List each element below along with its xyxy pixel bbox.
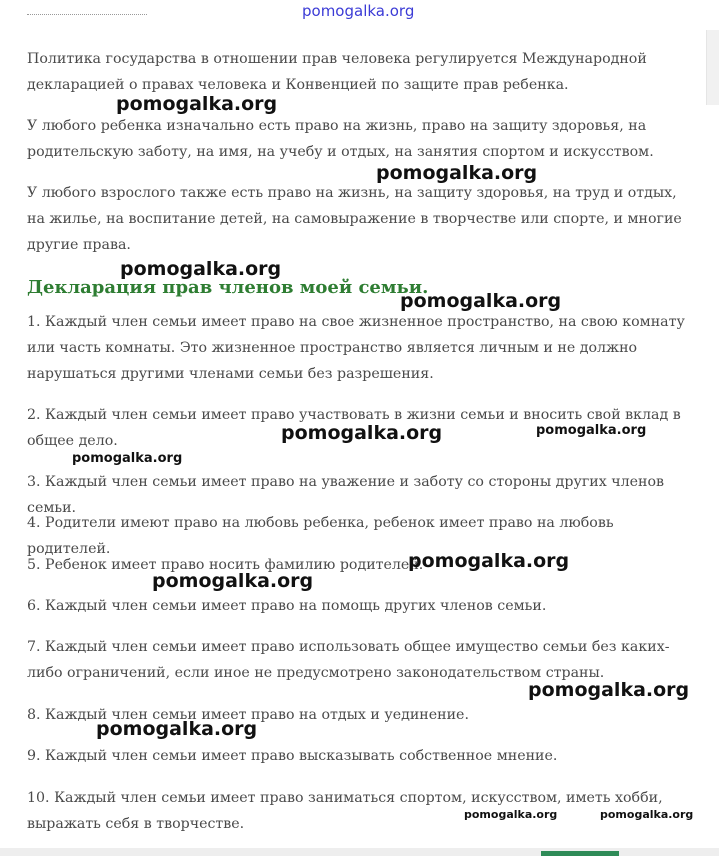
intro-paragraph-2: У любого ребенка изначально есть право на жизнь, право на защиту здоровья, на родительскую заботу, на имя, на учебу и отдых, на занятия спортом и искусством.	[27, 118, 654, 160]
bottom-button[interactable]	[541, 851, 619, 856]
watermark: pomogalka.org	[96, 718, 258, 740]
watermark: pomogalka.org	[376, 162, 538, 184]
watermark-top: pomogalka.org	[302, 2, 415, 20]
intro-paragraph-3: У любого взрослого также есть право на жизнь, на защиту здоровья, на труд и отдых, на жилье, на воспитание детей, на самовыражение в творчестве или спорте, и многие другие права.	[27, 185, 682, 253]
intro-paragraph-1: Политика государства в отношении прав человека регулируется Международной декларацией о правах человека и Конвенцией по защите прав ребенка.	[27, 51, 647, 93]
watermark: pomogalka.org	[536, 423, 647, 438]
watermark: pomogalka.org	[464, 808, 558, 821]
top-divider	[27, 14, 147, 17]
list-item-9: 9. Каждый член семьи имеет право высказывать собственное мнение.	[27, 748, 558, 764]
list-item-3: 3. Каждый член семьи имеет право на уважение и заботу со стороны других членов семьи.	[27, 474, 665, 516]
list-item-2: 2. Каждый член семьи имеет право участвовать в жизни семьи и вносить свой вклад в общее дело.	[27, 407, 681, 449]
watermark: pomogalka.org	[152, 570, 314, 592]
section-heading: Декларация прав членов моей семьи.	[27, 277, 429, 298]
list-item-8: 8. Каждый член семьи имеет право на отдых и уединение.	[27, 707, 469, 723]
list-item-10: 10. Каждый член семьи имеет право заниматься спортом, искусством, иметь хобби, выражать себя в творчестве.	[27, 790, 663, 832]
watermark: pomogalka.org	[116, 93, 278, 115]
watermark: pomogalka.org	[281, 422, 443, 444]
list-item-1: 1. Каждый член семьи имеет право на свое жизненное пространство, на свою комнату или часть комнаты. Это жизненное пространство является личным и не должно нарушаться другими членами семьи без разрешения.	[27, 314, 685, 382]
watermark: pomogalka.org	[408, 550, 570, 572]
watermark: pomogalka.org	[72, 451, 183, 466]
side-panel-edge	[706, 30, 719, 105]
watermark: pomogalka.org	[400, 290, 562, 312]
watermark: pomogalka.org	[120, 258, 282, 280]
list-item-6: 6. Каждый член семьи имеет право на помощь других членов семьи.	[27, 598, 547, 614]
list-item-7: 7. Каждый член семьи имеет право использовать общее имущество семьи без каких-либо ограничений, если иное не предусмотрено законодательством страны.	[27, 639, 670, 681]
list-item-5: 5. Ребенок имеет право носить фамилию родителей.	[27, 557, 424, 573]
watermark: pomogalka.org	[528, 679, 690, 701]
watermark: pomogalka.org	[600, 808, 694, 821]
list-item-4: 4. Родители имеют право на любовь ребенка, ребенок имеет право на любовь родителей.	[27, 515, 614, 557]
